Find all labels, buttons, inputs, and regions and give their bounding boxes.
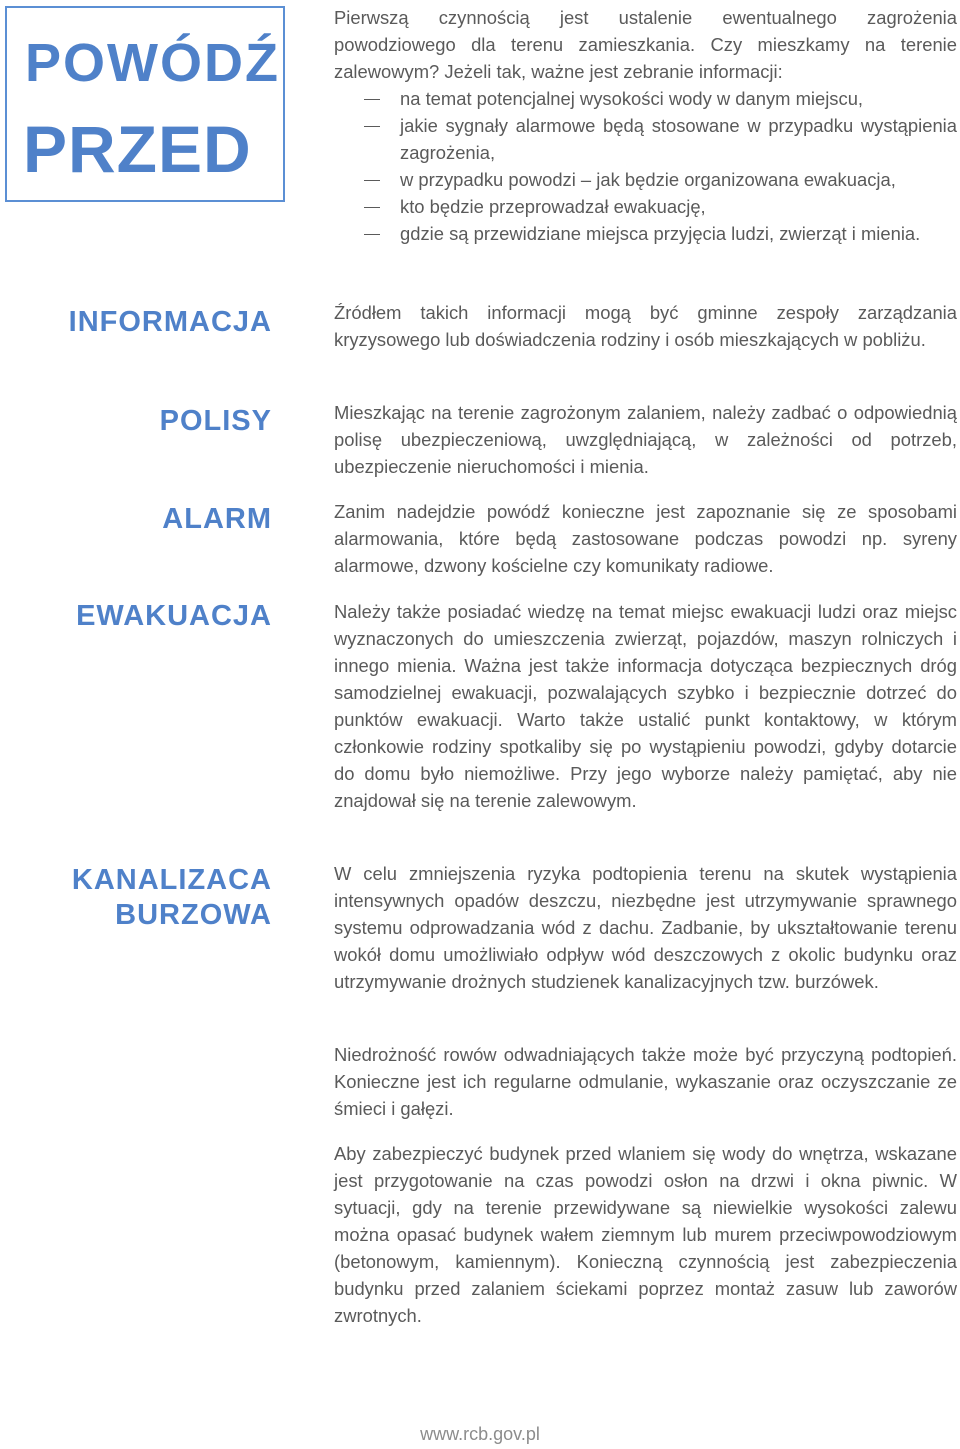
polisy-section bbox=[334, 399, 957, 480]
page-title-line1: POWÓDŹ bbox=[25, 33, 280, 93]
footer-url[interactable]: www.rcb.gov.pl bbox=[420, 1424, 540, 1444]
heading-polisy bbox=[160, 404, 272, 439]
list-item: na temat potencjalnej wysokości wody w danym miejscu, bbox=[334, 85, 957, 112]
intro-section bbox=[334, 4, 957, 247]
informacja-section bbox=[334, 299, 957, 353]
heading-alarm bbox=[162, 502, 272, 537]
ewakuacja-section bbox=[334, 598, 957, 814]
page-title-line2: PRZED bbox=[23, 112, 252, 186]
rowy-section bbox=[334, 1041, 957, 1122]
heading-kanalizacja-line2: BURZOWA bbox=[115, 899, 272, 931]
list-item: w przypadku powodzi – jak będzie organizowana ewakuacja, bbox=[334, 166, 957, 193]
title-box bbox=[5, 6, 285, 202]
heading-informacja bbox=[69, 305, 272, 340]
heading-polisy-text: POLISY bbox=[159, 405, 272, 437]
list-item: kto będzie przeprowadzał ewakuację, bbox=[334, 193, 957, 220]
heading-informacja-text: INFORMACJA bbox=[68, 306, 272, 338]
heading-kanalizacja-line1: KANALIZACA bbox=[71, 864, 272, 896]
alarm-section bbox=[334, 498, 957, 579]
ewakuacja-paragraph: Należy także posiadać wiedzę na temat miejsc ewakuacji ludzi oraz miejsc wyznaczonych do umieszczenia zwierząt, pojazdów, maszyn rolniczych i innego mienia. Ważna jest także informacja dotycząca bezpiecznych dróg samodzielnej ewakuacji, pozwalających szybko i bezpiecznie dotrzeć do punktów ewakuacji. Warto także ustalić punkt kontaktowy, w którym członkowie rodziny spotkaliby się po wystąpieniu powodzi, gdyby dotarcie do domu było niemożliwe. Przy jego wyborze należy pamiętać, aby nie znajdował się na terenie zalewowym. bbox=[334, 601, 957, 811]
heading-ewakuacja bbox=[76, 599, 272, 634]
list-item: gdzie są przewidziane miejsca przyjęcia ludzi, zwierząt i mienia. bbox=[334, 220, 957, 247]
kanalizacja-paragraph: W celu zmniejszenia ryzyka podtopienia terenu na skutek wystąpienia intensywnych opadów deszczu, niezbędne jest utrzymywanie sprawnego systemu odprowadzania wód z dachu. Zadbanie, by ukształtowanie terenu wokół domu umożliwiało odpływ wód deszczowych z okolic budynku oraz utrzymywanie drożnych studzienek kanalizacyjnych tzw. burzówek. bbox=[334, 863, 957, 992]
budynek-section bbox=[334, 1140, 957, 1329]
informacja-paragraph: Źródłem takich informacji mogą być gminne zespoły zarządzania kryzysowego lub doświadczenia rodziny i osób mieszkających w pobliżu. bbox=[334, 302, 957, 350]
polisy-paragraph: Mieszkając na terenie zagrożonym zalaniem, należy zadbać o odpowiednią polisę ubezpieczeniową, uwzględniającą, w zależności od potrzeb, ubezpieczenie nieruchomości i mienia. bbox=[334, 402, 957, 477]
heading-alarm-text: ALARM bbox=[162, 503, 272, 535]
heading-ewakuacja-text: EWAKUACJA bbox=[76, 600, 272, 632]
list-item: jakie sygnały alarmowe będą stosowane w przypadku wystąpienia zagrożenia, bbox=[334, 112, 957, 166]
kanalizacja-section bbox=[334, 860, 957, 995]
intro-paragraph: Pierwszą czynnością jest ustalenie ewentualnego zagrożenia powodziowego dla terenu zamieszkania. Czy mieszkamy na terenie zalewowym? Jeżeli tak, ważne jest zebranie informacji: bbox=[334, 7, 957, 82]
rowy-paragraph: Niedrożność rowów odwadniających także może być przyczyną podtopień. Konieczne jest ich regularne odmulanie, wykaszanie oraz oczyszczanie ze śmieci i gałęzi. bbox=[334, 1044, 957, 1119]
budynek-paragraph: Aby zabezpieczyć budynek przed wlaniem się wody do wnętrza, wskazane jest przygotowanie na czas powodzi osłon na drzwi i okna piwnic. W sytuacji, gdy na terenie przewidywane są niewielkie wysokości zalewu można opasać budynek wałem ziemnym lub murem przeciwpowodziowym (betonowym, kamiennym). Konieczną czynnością jest zabezpieczenia budynku przed zalaniem ściekami poprzez montaż zasuw lub zaworów zwrotnych. bbox=[334, 1143, 957, 1326]
info-list bbox=[334, 85, 957, 247]
alarm-paragraph: Zanim nadejdzie powódź konieczne jest zapoznanie się ze sposobami alarmowania, które będą zastosowane podczas powodzi np. syreny alarmowe, dzwony kościelne czy komunikaty radiowe. bbox=[334, 501, 957, 576]
heading-kanalizacja bbox=[72, 863, 272, 933]
